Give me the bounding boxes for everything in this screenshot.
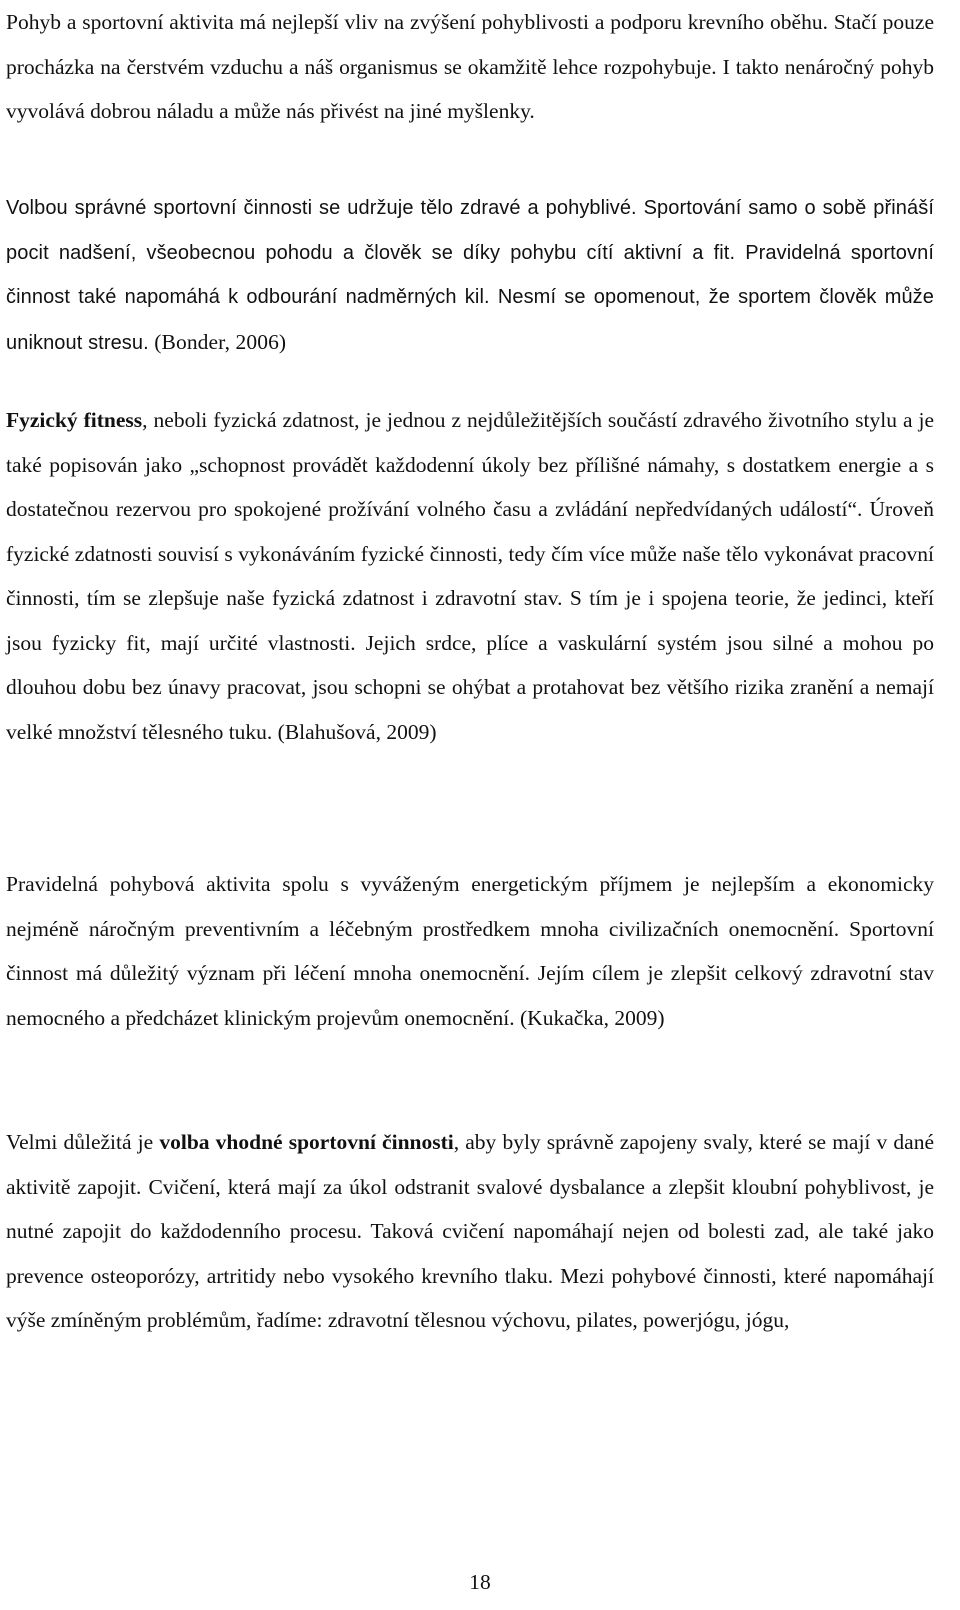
paragraph-volba-cinnosti — [6, 1120, 934, 1343]
paragraph-fyzicky-fitness — [6, 398, 934, 754]
paragraph-pohyb — [6, 0, 934, 134]
paragraph-text: , neboli fyzická zdatnost, je jednou z nejdůležitějších součástí zdravého životního stylu a je také popisován jako „schopnost provádět každodenní úkoly bez přílišné námahy, s dostatkem energie a s dostatečnou rezervou pro spokojené prožívání volného času a zvládání nepředvídaných událostí“. Úroveň fyzické zdatnosti souvisí s vykonáváním fyzické činnosti, tedy čím více může naše tělo vykonávat pracovní činnosti, tím se zlepšuje naše fyzická zdatnost i zdravotní stav. S tím je i spojena teorie, že jedinci, kteří jsou fyzicky fit, mají určité vlastnosti. Jejich srdce, plíce a vaskulární systém jsou silné a mohou po dlouhou dobu bez únavy pracovat, jsou schopni se ohýbat a protahovat bez většího rizika zranění a nemají velké množství tělesného tuku. (Blahušová, 2009) — [6, 408, 934, 744]
bold-term: volba vhodné sportovní činnosti — [159, 1130, 454, 1154]
paragraph-pohybova-aktivita — [6, 862, 934, 1040]
paragraph-text: Pravidelná pohybová aktivita spolu s vyváženým energetickým příjmem je nejlepším a ekonomicky nejméně náročným preventivním a léčebným prostředkem mnoha civilizačních onemocnění. Sportovní činnost má důležitý význam při léčení mnoha onemocnění. Jejím cílem je zlepšit celkový zdravotní stav nemocného a předcházet klinickým projevům onemocnění. (Kukačka, 2009) — [6, 872, 934, 1030]
paragraph-volba-sportu — [6, 186, 934, 365]
citation: (Bonder, 2006) — [148, 329, 287, 354]
paragraph-text: Volbou správné sportovní činnosti se udržuje tělo zdravé a pohyblivé. Sportování samo o sobě přináší pocit nadšení, všeobecnou pohodu a člověk se díky pohybu cítí aktivní a fit. Pravidelná sportovní činnost také napomáhá k odbourání nadměrných kil. Nesmí se opomenout, že sportem člověk může uniknout stresu. — [6, 197, 934, 354]
paragraph-text: Pohyb a sportovní aktivita má nejlepší vliv na zvýšení pohyblivosti a podporu krevního oběhu. Stačí pouze procházka na čerstvém vzduchu a náš organismus se okamžitě lehce rozpohybuje. I takto nenáročný pohyb vyvolává dobrou náladu a může nás přivést na jiné myšlenky. — [6, 10, 934, 123]
page-number: 18 — [469, 1570, 491, 1594]
paragraph-text-after: , aby byly správně zapojeny svaly, které se mají v dané aktivitě zapojit. Cvičení, která mají za úkol odstranit svalové dysbalance a zlepšit kloubní pohyblivost, je nutné zapojit do každodenního procesu. Taková cvičení napomáhají nejen od bolesti zad, ale také jako prevence osteoporózy, artritidy nebo vysokého krevního tlaku. Mezi pohybové činnosti, které napomáhají výše zmíněným problémům, řadíme: zdravotní tělesnou výchovu, pilates, powerjógu, jógu, — [6, 1130, 935, 1332]
paragraph-text-before: Velmi důležitá je — [6, 1130, 160, 1154]
bold-term: Fyzický fitness — [6, 408, 143, 432]
